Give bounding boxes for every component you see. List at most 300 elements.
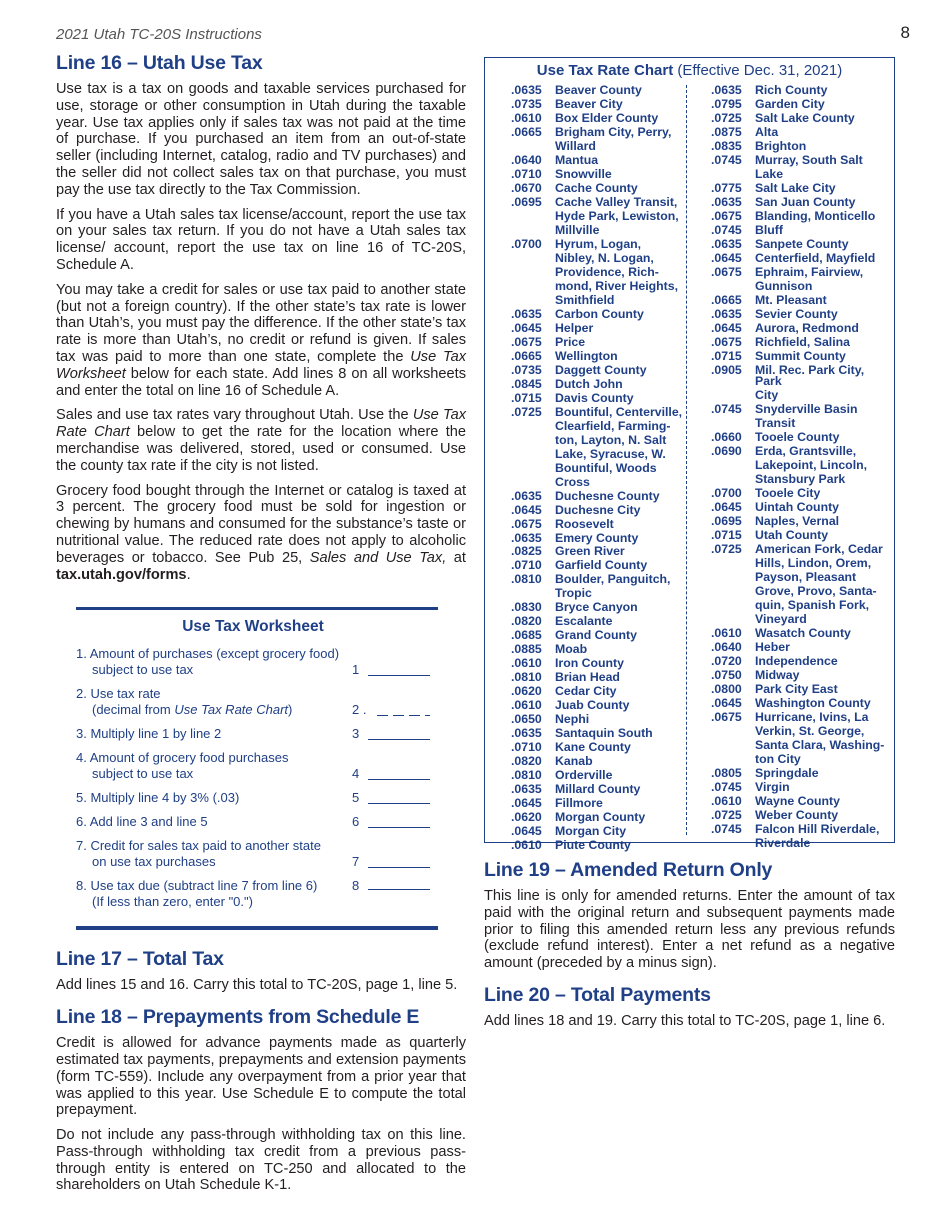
- ws-line-6-blank[interactable]: [368, 816, 430, 828]
- rate-chart-row: [491, 546, 684, 558]
- rate-location: Grove, Provo, Santa-: [755, 584, 877, 599]
- rate-location: Duchesne City: [555, 502, 641, 517]
- rate-chart-row: [695, 667, 888, 682]
- rate-value: .0645: [511, 320, 542, 335]
- rate-location: Snyderville Basin: [755, 402, 858, 417]
- rate-value: .0640: [511, 152, 542, 167]
- rate-location: Cross: [555, 474, 590, 489]
- rate-location: Uintah County: [755, 500, 840, 515]
- rate-location: Cache County: [555, 180, 638, 195]
- rate-chart-divider: [686, 85, 687, 835]
- ws-line-8-number: 8: [352, 878, 360, 894]
- rate-chart-row: [491, 560, 684, 572]
- rate-location: Helper: [555, 320, 594, 335]
- rate-value: .0635: [511, 726, 542, 741]
- rate-chart-row: [695, 821, 888, 836]
- rate-chart-row: [491, 530, 684, 545]
- rate-chart-row: [491, 446, 684, 461]
- rate-chart-row: [491, 770, 684, 782]
- rate-location: Transit: [755, 416, 796, 431]
- rate-location: Brighton: [755, 138, 807, 153]
- worksheet-line-3: [76, 726, 430, 742]
- rate-location: Nephi: [555, 712, 590, 727]
- rate-location: Morgan City: [555, 824, 627, 839]
- ws-line-7-number: 7: [352, 854, 360, 870]
- line-16-heading: Line 16 – Utah Use Tax: [56, 52, 263, 74]
- rate-value: .0845: [511, 376, 542, 391]
- rate-location: Piute County: [555, 838, 631, 853]
- rate-location: Blanding, Monticello: [755, 208, 876, 223]
- rate-chart-row: [491, 376, 684, 391]
- rate-location: Santaquin South: [555, 726, 653, 741]
- p4-emphasis: Use Tax Rate Chart: [56, 407, 466, 441]
- rate-chart-row: [695, 793, 888, 808]
- worksheet-line-5: [76, 790, 430, 806]
- rate-location: Dutch John: [555, 376, 623, 391]
- rate-chart-row: [491, 756, 684, 768]
- line-19-paragraph: This line is only for amended returns. Enter the amount of tax paid with the original return and subsequent payments made prior to filing this amended return less any previous refunds (exclude refund interest). Enter a net refund as a negative amount (preceded by a minus sign).: [484, 888, 895, 972]
- rate-chart-row: [695, 614, 888, 626]
- rate-chart-row: [695, 572, 888, 584]
- rate-chart-row: [491, 236, 684, 251]
- rate-location: Midway: [755, 667, 800, 682]
- rate-chart-columns: [491, 85, 888, 854]
- rate-chart-row: [695, 544, 888, 556]
- rate-chart-row: [491, 686, 684, 698]
- rate-chart-row: [491, 644, 684, 656]
- ws-line-3-label: 3. Multiply line 1 by line 2: [76, 726, 222, 742]
- line-16-paragraph-3: [56, 282, 466, 400]
- rate-value: .0695: [711, 514, 742, 529]
- rate-value: .0675: [511, 516, 542, 531]
- rate-location: Tooele County: [755, 430, 840, 445]
- rate-value: .0620: [511, 684, 542, 699]
- rate-chart-row: [695, 446, 888, 458]
- rate-value: .0650: [511, 712, 542, 727]
- rate-value: .0875: [711, 124, 742, 139]
- rate-location: Grand County: [555, 628, 637, 643]
- rate-value: .0635: [511, 83, 542, 97]
- rate-value: .0670: [511, 180, 542, 195]
- rate-location: Garfield County: [555, 558, 648, 573]
- line-16-paragraph-5: [56, 483, 466, 584]
- worksheet-line-7: [76, 838, 430, 870]
- rate-value: .0745: [711, 402, 742, 417]
- rate-value: .0645: [511, 824, 542, 839]
- rate-chart-row: [695, 278, 888, 293]
- rate-location: Payson, Pleasant: [755, 570, 857, 585]
- page-header: 2021 Utah TC-20S Instructions: [56, 26, 262, 43]
- rate-location: Emery County: [555, 530, 639, 545]
- rate-location: Garden City: [755, 96, 825, 111]
- worksheet-title: Use Tax Worksheet: [182, 618, 324, 636]
- rate-chart-row: [695, 264, 888, 279]
- rate-value: .0635: [711, 83, 742, 97]
- rate-value: .0665: [711, 292, 742, 307]
- rate-location: Gunnison: [755, 278, 813, 293]
- rate-chart-row: [695, 765, 888, 780]
- rate-location: Mt. Pleasant: [755, 292, 827, 307]
- rate-chart-row: [491, 390, 684, 405]
- rate-value: .0635: [511, 488, 542, 503]
- rate-chart-column-1: [491, 85, 684, 854]
- rate-chart-row: [695, 709, 888, 724]
- ws-line-2-blank[interactable]: [372, 704, 430, 716]
- rate-chart-row: [491, 110, 684, 125]
- line-16-section: [56, 52, 466, 583]
- rate-location: Springdale: [755, 765, 819, 780]
- rate-value: .0675: [511, 334, 542, 349]
- rate-chart-row: [491, 292, 684, 307]
- rate-location: Naples, Vernal: [755, 514, 840, 529]
- ws-line-2-sublabel-pre: (decimal from: [92, 702, 175, 718]
- worksheet-line-2: [76, 686, 430, 718]
- rate-location: Iron County: [555, 656, 624, 671]
- rate-chart-row: [695, 835, 888, 850]
- rate-value: .0810: [511, 670, 542, 685]
- rate-chart-row: [695, 695, 888, 710]
- rate-chart-row: [491, 714, 684, 726]
- ws-line-6-label: 6. Add line 3 and line 5: [76, 814, 208, 830]
- rate-location: Hurricane, Ivins, La: [755, 709, 869, 724]
- right-text-sections: [484, 859, 895, 1030]
- ws-line-4-label: 4. Amount of grocery food purchases: [76, 750, 289, 766]
- rate-chart-row: [695, 516, 888, 528]
- p5-text-c: .: [186, 566, 191, 583]
- rate-location: Hyrum, Logan,: [555, 236, 642, 251]
- rate-location: San Juan County: [755, 194, 856, 209]
- rate-location: Centerfield, Mayfield: [755, 250, 876, 265]
- rate-chart-row: [695, 404, 888, 416]
- rate-location: Providence, Rich-: [555, 264, 659, 279]
- rate-chart-row: [695, 474, 888, 486]
- rate-value: .0645: [711, 695, 742, 710]
- rate-location: Weber County: [755, 807, 839, 822]
- rate-chart-row: [491, 602, 684, 614]
- rate-value: .0800: [711, 681, 742, 696]
- rate-location: Cache Valley Transit,: [555, 194, 678, 209]
- rate-chart-row: [695, 558, 888, 570]
- rate-chart-row: [695, 250, 888, 265]
- line-18-heading: Line 18 – Prepayments from Schedule E: [56, 1006, 420, 1029]
- rate-chart-row: [695, 292, 888, 307]
- rate-location: Green River: [555, 544, 625, 559]
- rate-location: Wellington: [555, 348, 618, 363]
- rate-value: .0610: [711, 793, 742, 808]
- line-16-paragraph-2: If you have a Utah sales tax license/account, report the use tax on your sales tax return. If you do not have a Utah sales tax license/ account, report the use tax on line 16 of TC-20S, Schedule A.: [56, 206, 466, 273]
- rate-value: .0820: [511, 754, 542, 769]
- rate-value: .0735: [511, 362, 542, 377]
- rate-chart-row: [695, 180, 888, 195]
- rate-chart-row: [695, 418, 888, 430]
- rate-location: Lake, Syracuse, W.: [555, 446, 666, 461]
- rate-chart-row: [491, 742, 684, 754]
- rate-value: .0745: [711, 821, 742, 836]
- p5-text-a: Grocery food bought through the Internet or catalog is taxed at 3 percent. The grocery food must be sold for ingestion or chewing by humans and consumed for the substance’s taste or nutritional value. The reduced rate does not apply to alcoholic beverages or tobacco. See Pub 25,: [56, 482, 466, 566]
- rate-location: Smithfield: [555, 292, 615, 307]
- rate-location: Nibley, N. Logan,: [555, 250, 654, 265]
- rate-chart-row: [695, 306, 888, 321]
- rate-location: Utah County: [755, 528, 829, 543]
- rate-chart-row: [491, 334, 684, 349]
- line-17-section: [56, 948, 466, 994]
- rate-chart-row: [695, 530, 888, 542]
- rate-chart-row: [695, 586, 888, 598]
- rate-chart-row: [491, 812, 684, 824]
- rate-chart-row: [695, 334, 888, 349]
- ws-line-5-blank[interactable]: [368, 792, 430, 804]
- rate-value: .0635: [511, 530, 542, 545]
- rate-location: American Fork, Cedar: [755, 542, 883, 557]
- rate-location: Washington County: [755, 695, 871, 710]
- rate-value: .0675: [711, 709, 742, 724]
- rate-chart-row: [491, 208, 684, 223]
- rate-location: Virgin: [755, 779, 790, 794]
- ws-line-5-number: 5: [352, 790, 360, 806]
- rate-location: Clearfield, Farming-: [555, 418, 671, 433]
- line-19-heading: Line 19 – Amended Return Only: [484, 859, 773, 881]
- rate-location: Duchesne County: [555, 488, 660, 503]
- rate-location: Price: [555, 334, 586, 349]
- rate-chart-row: [695, 723, 888, 738]
- rate-value: .0775: [711, 180, 742, 195]
- rate-chart-row: [695, 737, 888, 752]
- rate-value: .0725: [711, 542, 742, 557]
- rate-chart-row: [491, 672, 684, 684]
- rate-value: .0810: [511, 572, 542, 587]
- line-20-heading: Line 20 – Total Payments: [484, 983, 711, 1006]
- ws-line-2-sublabel-em: Use Tax Rate Chart: [174, 702, 289, 718]
- rate-location: Summit County: [755, 348, 846, 363]
- rate-chart-row: [491, 728, 684, 740]
- rate-location: Sanpete County: [755, 236, 849, 251]
- rate-value: .0750: [711, 667, 742, 682]
- rate-chart-row: [491, 460, 684, 475]
- rate-chart-row: [491, 348, 684, 363]
- rate-chart-row: [491, 798, 684, 810]
- rate-value: .0700: [511, 236, 542, 251]
- rate-value: .0710: [511, 740, 542, 755]
- worksheet-line-8: [76, 878, 430, 910]
- rate-value: .0690: [711, 444, 742, 459]
- rate-value: .0825: [511, 544, 542, 559]
- rate-chart-row: [491, 320, 684, 335]
- rate-chart-row: [491, 616, 684, 628]
- rate-value: .0610: [511, 110, 542, 125]
- rate-chart-row: [695, 138, 888, 153]
- rate-location: Cedar City: [555, 684, 617, 699]
- rate-value: .0685: [511, 628, 542, 643]
- rate-chart-row: [695, 779, 888, 794]
- rate-value: .0735: [511, 96, 542, 111]
- rate-chart-row: [491, 194, 684, 209]
- rate-location: Park City East: [755, 681, 838, 696]
- rate-value: .0810: [511, 768, 542, 783]
- rate-location: mond, River Heights,: [555, 278, 678, 293]
- ws-line-5-label: 5. Multiply line 4 by 3% (.03): [76, 790, 240, 806]
- rate-chart-row: [491, 474, 684, 489]
- use-tax-worksheet: [76, 607, 438, 930]
- rate-chart-row: [695, 152, 888, 167]
- rate-chart-row: [695, 639, 888, 654]
- rate-location: ton City: [755, 751, 801, 766]
- ws-line-7-label: 7. Credit for sales tax paid to another state: [76, 838, 321, 854]
- rate-chart-row: [491, 222, 684, 237]
- ws-line-7-blank[interactable]: [368, 856, 430, 868]
- ws-line-2-label: 2. Use tax rate: [76, 686, 161, 702]
- line-17-heading: Line 17 – Total Tax: [56, 948, 224, 971]
- ws-line-8-label: 8. Use tax due (subtract line 7 from line 6): [76, 878, 318, 894]
- rate-location: Bluff: [755, 222, 783, 237]
- line-18-section: [56, 1006, 466, 1194]
- rate-chart-row: [491, 418, 684, 433]
- p3-emphasis: Use Tax Worksheet: [56, 348, 466, 382]
- rate-location: Tooele City: [755, 486, 821, 501]
- rate-chart-row: [491, 138, 684, 153]
- rate-chart-row: [491, 166, 684, 181]
- rate-chart-row: [491, 840, 684, 852]
- worksheet-line-1: [76, 646, 430, 678]
- rate-chart-row: [491, 658, 684, 670]
- line-17-paragraph: Add lines 15 and 16. Carry this total to TC-20S, page 1, line 5.: [56, 977, 458, 994]
- rate-value: .0675: [711, 264, 742, 279]
- rate-value: .0745: [711, 779, 742, 794]
- rate-value: .0635: [711, 236, 742, 251]
- rate-location: Vineyard: [755, 612, 807, 627]
- rate-location: Lakepoint, Lincoln,: [755, 458, 868, 473]
- rate-chart-row: [695, 236, 888, 251]
- rate-location: Erda, Grantsville,: [755, 444, 857, 459]
- rate-value: .0610: [511, 838, 542, 853]
- rate-location: Tropic: [555, 586, 592, 601]
- ws-line-7-sublabel: on use tax purchases: [92, 854, 216, 870]
- rate-value: .0745: [711, 152, 742, 167]
- ws-line-8-blank[interactable]: [368, 878, 430, 890]
- line-18-paragraph-2: Do not include any pass-through withholding tax on this line. Pass-through withholding tax credit from a previous pass-through entity is entered on TC-250 and allocated to the shareholders on Utah Schedule K-1.: [56, 1127, 466, 1194]
- p5-text-b: at: [446, 549, 466, 566]
- ws-line-6-number: 6: [352, 814, 360, 830]
- rate-location: Box Elder County: [555, 110, 659, 125]
- rate-location: Mantua: [555, 152, 599, 167]
- rate-chart-row: [695, 194, 888, 209]
- rate-value: .0820: [511, 614, 542, 629]
- ws-line-2-sublabel: [76, 702, 352, 718]
- worksheet-line-4: [76, 750, 430, 782]
- rate-location: Juab County: [555, 698, 630, 713]
- rate-chart-row: [695, 460, 888, 472]
- rate-value: .0665: [511, 124, 542, 139]
- rate-location: Aurora, Redmond: [755, 320, 859, 335]
- right-column: [484, 57, 895, 1038]
- rate-chart-row: [491, 784, 684, 796]
- use-tax-rate-chart: [484, 57, 895, 853]
- rate-location: Bountiful, Centerville,: [555, 404, 683, 419]
- rate-value: .0635: [511, 306, 542, 321]
- line-18-paragraph-1: Credit is allowed for advance payments made as quarterly estimated tax payments, prepayments and extension payments (form TC-559). Include any overpayment from a prior year that was applied to this year. Use Schedule E to compute the total prepayment.: [56, 1035, 466, 1119]
- ws-line-2-number: 2 .: [352, 702, 367, 718]
- rate-value: .0725: [711, 110, 742, 125]
- ws-line-1-sublabel: subject to use tax: [92, 662, 194, 678]
- ws-line-4-sublabel: subject to use tax: [92, 766, 194, 782]
- rate-chart-row: [491, 502, 684, 517]
- rate-value: .0610: [511, 656, 542, 671]
- rate-location: Salt Lake County: [755, 110, 855, 125]
- rate-chart-row: [491, 152, 684, 167]
- p4-text-b: below to get the rate for the location where the merchandise was delivered, stored, used or consumed. Use the county tax rate if the city is not listed.: [56, 424, 466, 474]
- rate-value: .0645: [711, 320, 742, 335]
- rate-location: Orderville: [555, 768, 613, 783]
- rate-chart-row: [491, 306, 684, 321]
- rate-chart-row: [491, 264, 684, 279]
- rate-chart-row: [695, 362, 888, 389]
- rate-location: Snowville: [555, 166, 612, 181]
- rate-location: Falcon Hill Riverdale,: [755, 821, 880, 836]
- rate-chart-row: [695, 502, 888, 514]
- rate-chart-row: [491, 588, 684, 600]
- rate-chart-row: [695, 628, 888, 640]
- p5-emphasis: Sales and Use Tax,: [309, 549, 447, 566]
- rate-value: .0610: [511, 698, 542, 713]
- rate-chart-row: [695, 96, 888, 111]
- rate-location: ton, Layton, N. Salt: [555, 432, 667, 447]
- rate-value: .0795: [711, 96, 742, 111]
- rate-value: .0695: [511, 194, 542, 209]
- rate-chart-column-2: [695, 85, 888, 854]
- rate-chart-row: [695, 653, 888, 668]
- rate-value: .0830: [511, 600, 542, 615]
- line-16-paragraph-4: [56, 407, 466, 474]
- rate-value: .0720: [711, 653, 742, 668]
- rate-location: Willard: [555, 138, 596, 153]
- rate-location: Sevier County: [755, 306, 838, 321]
- rate-chart-row: [491, 124, 684, 139]
- rate-value: .0905: [711, 362, 742, 377]
- rate-value: .0645: [711, 250, 742, 265]
- ws-line-8-sublabel: (If less than zero, enter "0."): [92, 894, 253, 910]
- rate-location: Murray, South Salt: [755, 152, 863, 167]
- ws-line-1-blank[interactable]: [368, 664, 430, 676]
- rate-value: .0675: [711, 208, 742, 223]
- rate-value: .0745: [711, 222, 742, 237]
- ws-line-4-blank[interactable]: [368, 768, 430, 780]
- rate-chart-row: [695, 320, 888, 335]
- line-16-paragraph-1: Use tax is a tax on goods and taxable services purchased for use, storage or other consumption in Utah during the taxable year. Use tax applies only if sales tax was not paid at the time of purchase. If you purchased an item from an out-of-state seller (including Internet, catalog, radio and TV purchases) and the seller did not collect sales tax on that purchase, you must pay the use tax directly to the Tax Commission.: [56, 81, 466, 198]
- rate-chart-row: [491, 432, 684, 447]
- rate-value: .0715: [711, 528, 742, 543]
- rate-chart-row: [491, 630, 684, 642]
- rate-chart-row: [491, 85, 684, 97]
- rate-chart-row: [491, 362, 684, 377]
- rate-value: .0700: [711, 486, 742, 501]
- rate-location: Kane County: [555, 740, 631, 755]
- rate-location: Richfield, Salina: [755, 334, 850, 349]
- ws-line-3-number: 3: [352, 726, 360, 742]
- rate-chart-row: [695, 681, 888, 696]
- p3-text-a: You may take a credit for sales or use tax paid to another state (but not a foreign country). If the other state’s tax rate is lower than Utah’s, you must pay the difference. If the other state’s tax rate is more than Utah’s, no credit or refund is given. If sales tax was paid to more than one state, complete the: [56, 281, 466, 365]
- rate-location: Independence: [755, 653, 838, 668]
- rate-chart-row: [695, 390, 888, 402]
- rate-chart-row: [491, 488, 684, 503]
- rate-chart-row: [695, 124, 888, 139]
- rate-value: .0640: [711, 639, 742, 654]
- rate-location: Brian Head: [555, 670, 620, 685]
- rate-location: Verkin, St. George,: [755, 723, 865, 738]
- rate-location: Morgan County: [555, 810, 646, 825]
- ws-line-3-blank[interactable]: [368, 728, 430, 740]
- rate-location: Mil. Rec. Park City, Park: [755, 362, 865, 389]
- ws-line-1-label: 1. Amount of purchases (except grocery food): [76, 646, 340, 662]
- rate-chart-row: [695, 110, 888, 125]
